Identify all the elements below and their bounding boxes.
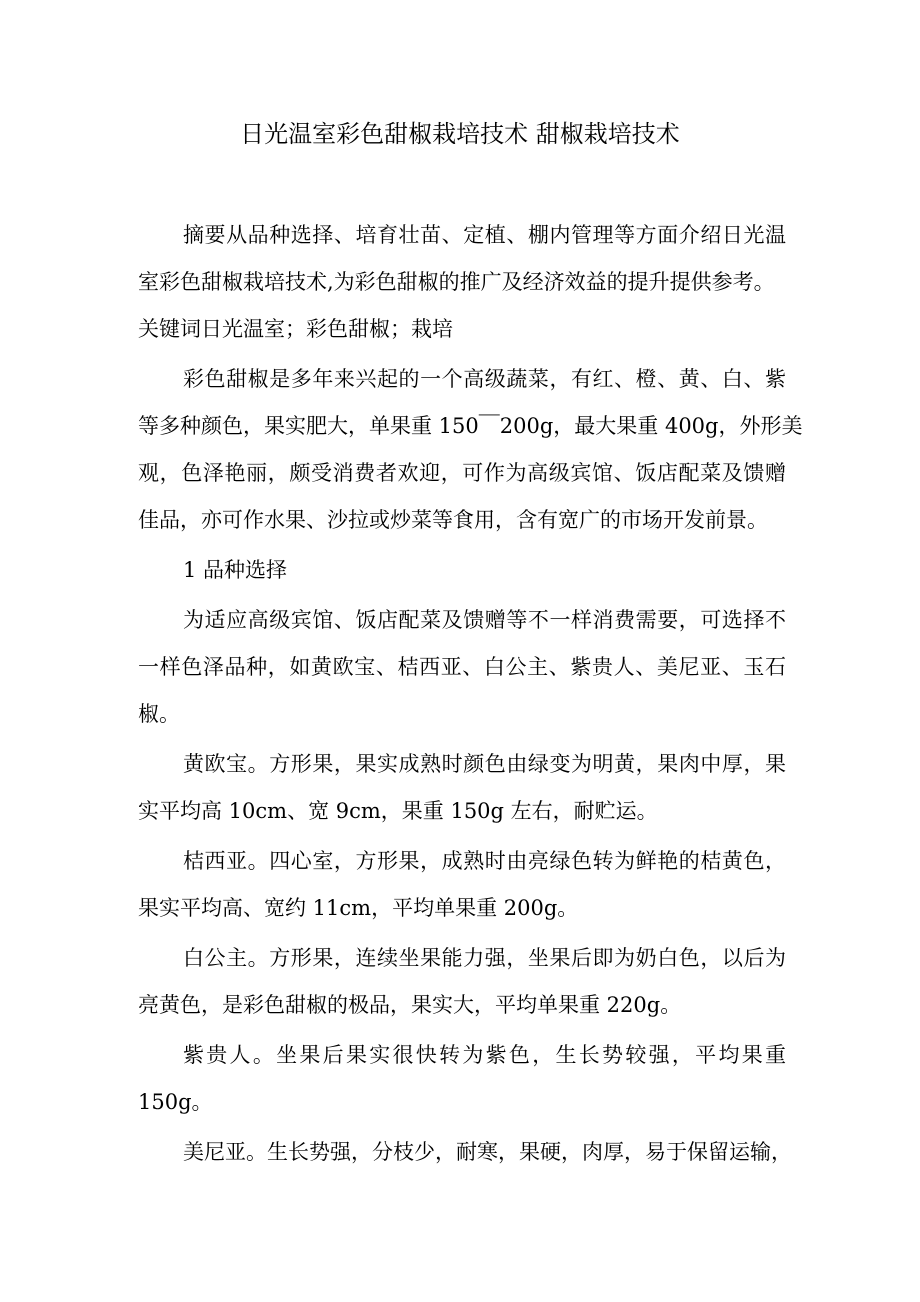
paragraph	[138, 1129, 792, 1176]
text-line: 150g。	[138, 1090, 213, 1114]
text-line: 紫贵人。坐果后果实很快转为紫色，生长势较强，平均果重	[183, 1043, 786, 1067]
text-line: 佳品，亦可作水果、沙拉或炒菜等食用，含有宽广的市场开发前景。	[138, 508, 768, 532]
paragraph	[138, 741, 786, 835]
text-line: 桔西亚。四心室，方形果，成熟时由亮绿色转为鲜艳的桔黄色，	[183, 849, 786, 873]
text-line: 美尼亚。生长势强，分枝少，耐寒，果硬，肉厚，易于保留运输，	[183, 1140, 792, 1164]
paragraph	[138, 935, 786, 1029]
text-line: 彩色甜椒是多年来兴起的一个高级蔬菜，有红、橙、黄、白、紫	[183, 367, 786, 391]
paragraph	[138, 356, 803, 544]
text-line: 亮黄色，是彩色甜椒的极品，果实大，平均单果重 220g。	[138, 993, 682, 1017]
text-line: 椒。	[138, 702, 180, 726]
text-line: 为适应高级宾馆、饭店配菜及馈赠等不一样消费需要，可选择不	[183, 608, 786, 632]
text-line: 一样色泽品种，如黄欧宝、桔西亚、白公主、紫贵人、美尼亚、玉石	[138, 655, 786, 679]
text-line: 关键词日光温室；彩色甜椒；栽培	[138, 317, 453, 341]
text-line: 白公主。方形果，连续坐果能力强，坐果后即为奶白色，以后为	[183, 946, 786, 970]
text-line: 观，色泽艳丽，颇受消费者欢迎，可作为高级宾馆、饭店配菜及馈赠	[138, 461, 786, 485]
text-line: 黄欧宝。方形果，果实成熟时颜色由绿变为明黄，果肉中厚，果	[183, 752, 786, 776]
paragraph	[138, 1032, 786, 1126]
text-line: 实平均高 10cm、宽 9cm，果重 150g 左右，耐贮运。	[138, 799, 658, 823]
document-body	[138, 212, 803, 1179]
text-line: 果实平均高、宽约 11cm，平均单果重 200g。	[138, 896, 579, 920]
text-line: 等多种颜色，果实肥大，单果重 150￣200g，最大果重 400g，外形美	[138, 414, 803, 438]
text-line: 1 品种选择	[183, 558, 288, 582]
text-line: 室彩色甜椒栽培技术,为彩色甜椒的推广及经济效益的提升提供参考。	[138, 270, 775, 294]
paragraph	[138, 547, 786, 594]
paragraph	[138, 597, 786, 738]
paragraph	[138, 838, 786, 932]
document-title: 日光温室彩色甜椒栽培技术 甜椒栽培技术	[240, 120, 680, 148]
paragraph	[138, 212, 786, 353]
text-line: 摘要从品种选择、培育壮苗、定植、棚内管理等方面介绍日光温	[183, 223, 786, 247]
